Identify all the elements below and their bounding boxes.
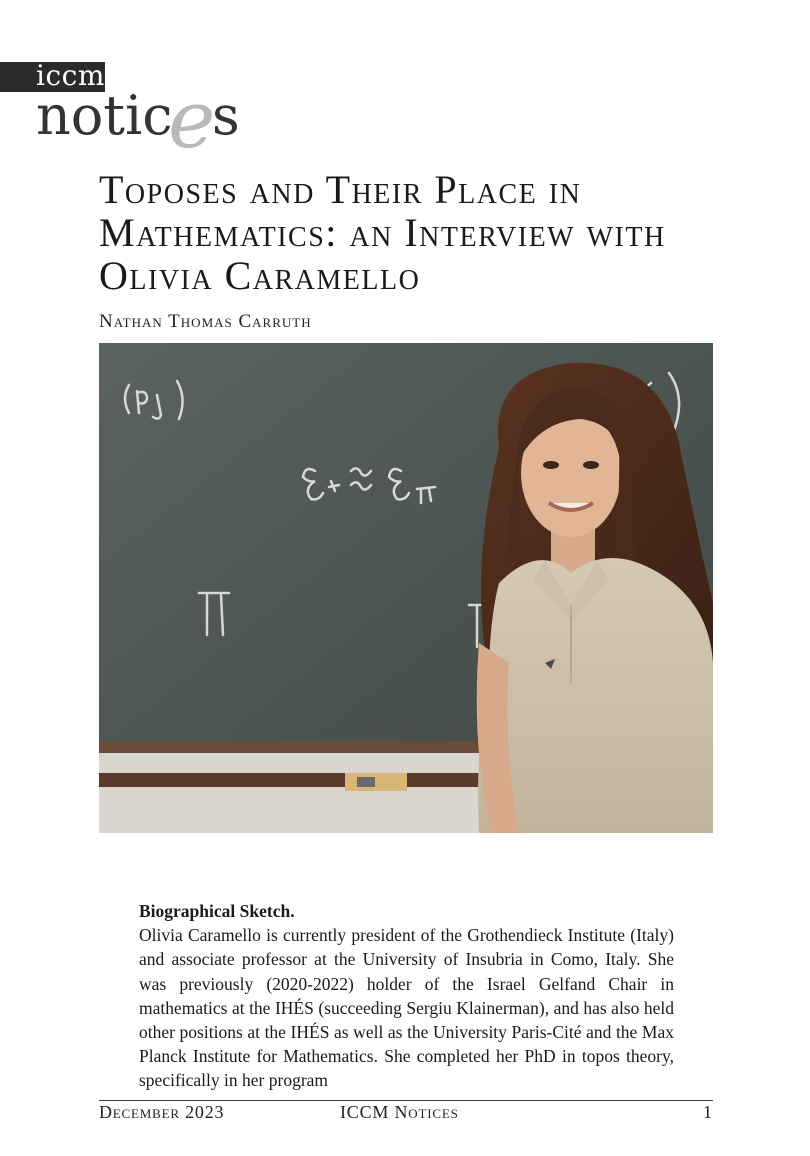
bio-text: Olivia Caramello is currently president of the Grothendieck Institute (Italy) and associate professor at the University of Insubria in Como, Italy. She was previously (2020-2022) holder of the Israel Gelfand Chair in mathematics at the IHÉS (succeeding Sergiu Klainerman), and has also held other positions at the IHÉS as well as the University Paris-Cité and the Max Planck Institute for Mathematics. She completed her PhD in topos theory, specifically in her program [139, 925, 674, 1091]
article-author: Nathan Thomas Carruth [99, 311, 312, 332]
bio-heading: Biographical Sketch. [139, 901, 295, 921]
masthead-s: s [212, 84, 240, 147]
masthead-notices: notic [36, 84, 173, 147]
footer-date: December 2023 [99, 1102, 225, 1122]
article-title: Toposes and Their Place in Mathematics: an Interview with Olivia Caramello [99, 167, 666, 298]
biographical-sketch [139, 899, 674, 1093]
footer-page-number: 1 [703, 1102, 713, 1122]
interview-photo [99, 343, 713, 833]
footer-rule [99, 1100, 713, 1101]
masthead-e-logo: e [168, 73, 216, 166]
masthead-iccm: iccm [36, 59, 105, 92]
footer-journal: ICCM Notices [340, 1102, 459, 1122]
